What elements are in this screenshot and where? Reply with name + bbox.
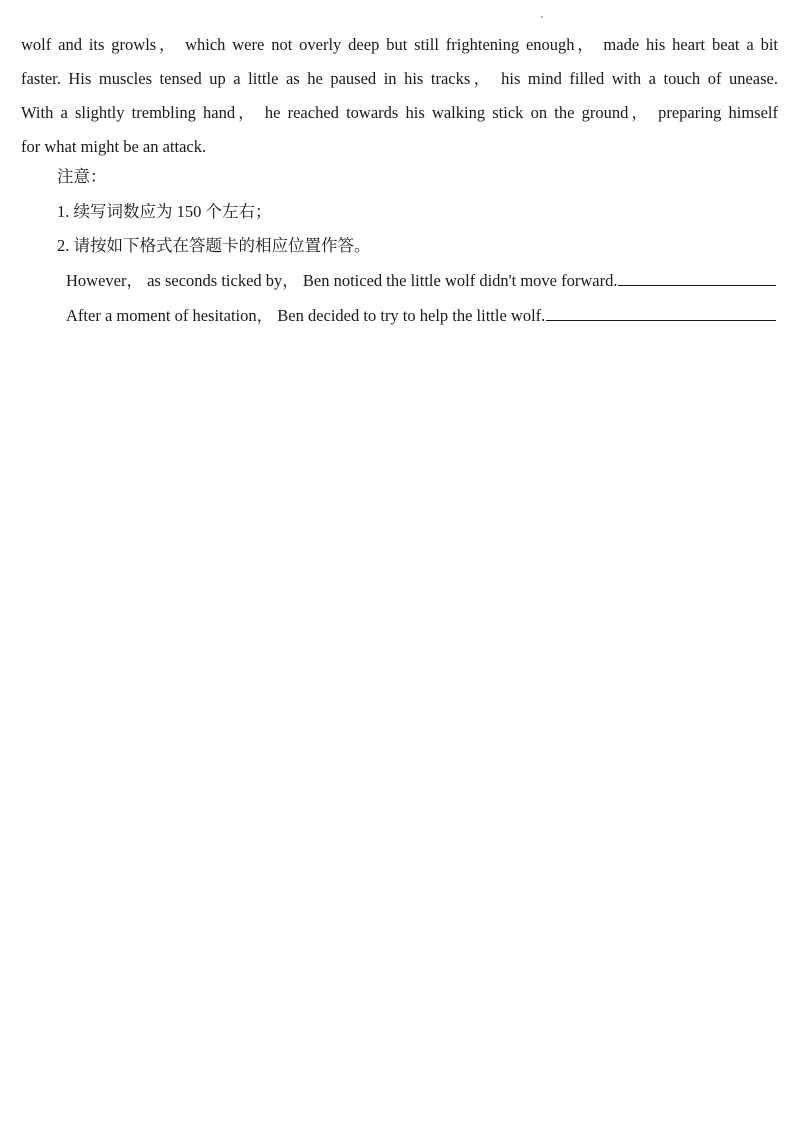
prompt-1-text: However， as seconds ticked by， Ben noticed the little wolf didn't move forward.: [66, 271, 618, 290]
continuation-prompt-2: [66, 301, 776, 331]
answer-blank-1[interactable]: [618, 267, 776, 286]
story-passage: [21, 28, 778, 164]
passage-line-4: for what might be an attack.: [21, 137, 207, 156]
continuation-prompt-1: [66, 266, 776, 296]
passage-line-3: With a slightly trembling hand， he reached towards his walking stick on the ground， preparing himself: [21, 103, 778, 122]
prompt-2-text: After a moment of hesitation， Ben decided to try to help the little wolf.: [66, 306, 546, 325]
passage-line-2: faster. His muscles tensed up a little as he paused in his tracks， his mind filled with a touch of unease.: [21, 69, 778, 88]
passage-line-1: wolf and its growls， which were not overly deep but still frightening enough， made his heart beat a bit: [21, 35, 778, 54]
answer-blank-2[interactable]: [546, 302, 776, 321]
notes-heading: 注意：: [57, 167, 107, 186]
note-answer-format: 2. 请按如下格式在答题卡的相应位置作答。: [57, 236, 371, 255]
note-word-count: 1. 续写词数应为 150 个左右；: [57, 202, 272, 221]
scan-speck: [541, 16, 543, 18]
